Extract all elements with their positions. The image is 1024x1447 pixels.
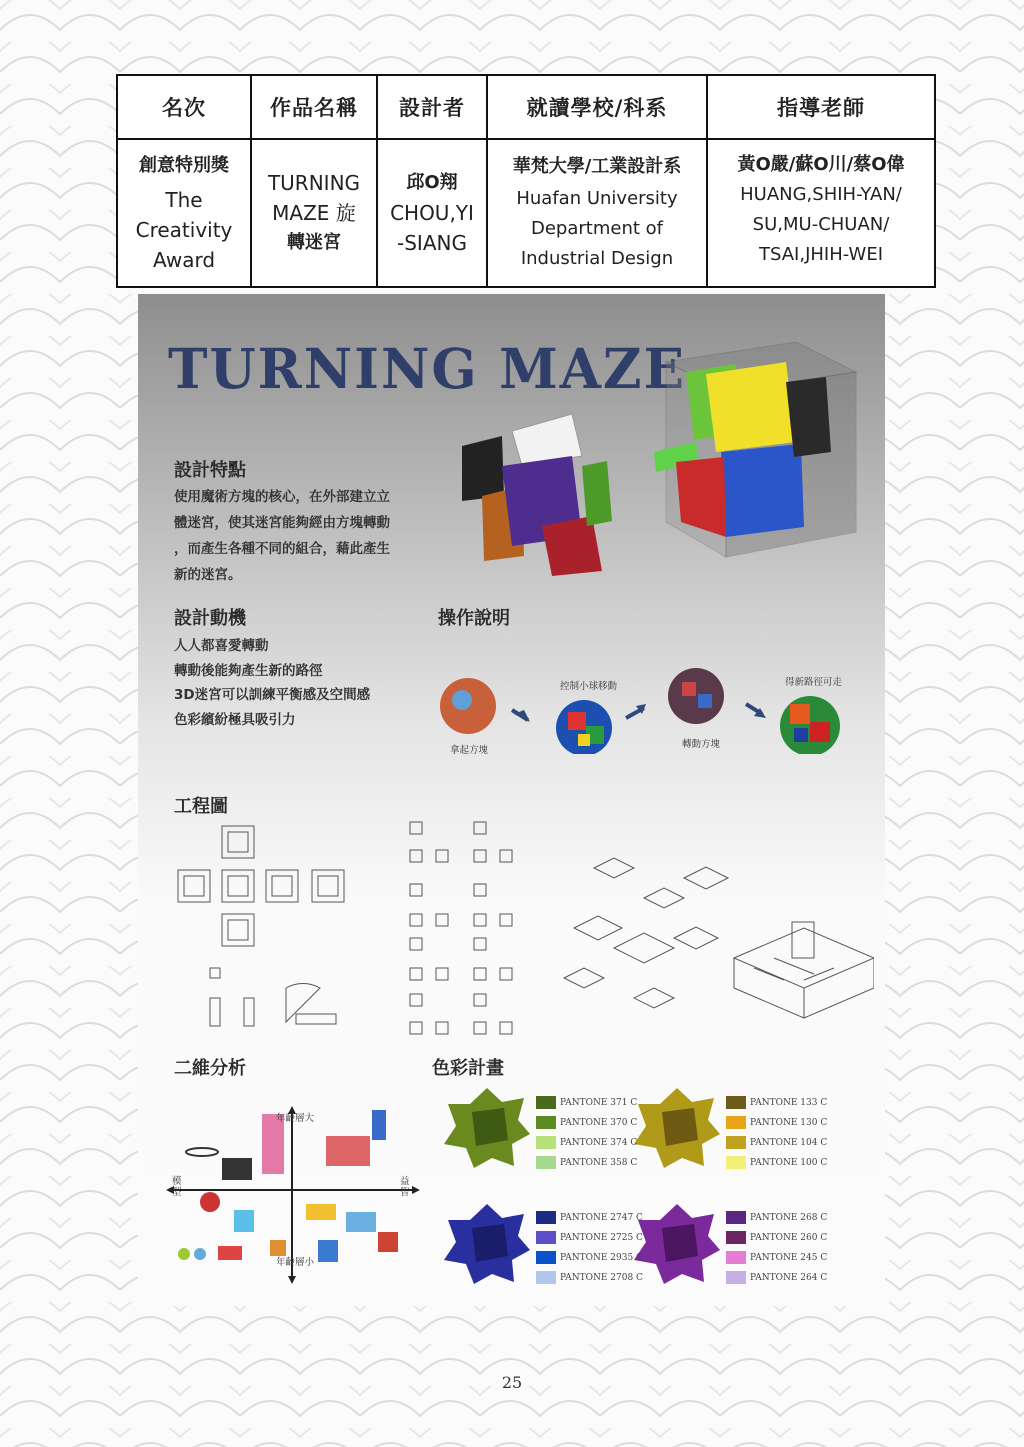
rank-en-2: Creativity <box>135 218 233 242</box>
pantone-code: PANTONE 374 C <box>560 1137 638 1148</box>
page-number: 25 <box>501 1373 523 1392</box>
swatch-color <box>726 1271 746 1284</box>
school-zh: 華梵大學/工業設計系 <box>512 156 682 177</box>
swatch-color <box>536 1211 556 1224</box>
cell-designer <box>377 139 487 287</box>
motivation-heading: 設計動機 <box>174 608 246 629</box>
analysis-heading: 二維分析 <box>174 1058 246 1079</box>
pantone-swatch <box>536 1095 637 1110</box>
pantone-code: PANTONE 268 C <box>750 1212 828 1223</box>
maze-cube-image <box>626 332 866 572</box>
pantone-swatch <box>726 1115 827 1130</box>
purple-cube-image <box>634 1204 720 1284</box>
axis-right-label: 益智 <box>400 1176 410 1198</box>
pantone-code: PANTONE 133 C <box>750 1097 828 1108</box>
swatch-color <box>536 1116 556 1129</box>
pantone-swatch <box>536 1210 643 1225</box>
motivation-line: 人人都喜愛轉動 <box>174 638 269 654</box>
features-line: 體迷宮，使其迷宮能夠經由方塊轉動 <box>174 515 390 531</box>
pantone-code: PANTONE 264 C <box>750 1272 828 1283</box>
pantone-swatch <box>536 1135 637 1150</box>
swatch-color <box>726 1096 746 1109</box>
motivation-line: 色彩繽紛極具吸引力 <box>174 711 296 728</box>
pantone-swatch <box>726 1250 827 1265</box>
features-line: 新的迷宮。 <box>174 567 242 583</box>
pantone-swatch <box>726 1230 827 1245</box>
pantone-code: PANTONE 2725 C <box>560 1232 643 1243</box>
pantone-code: PANTONE 2935 C <box>560 1252 643 1263</box>
yellow-cube-image <box>634 1088 720 1168</box>
table-row <box>117 139 935 287</box>
school-en-1: Huafan University <box>516 188 678 209</box>
work-line-2: MAZE 旋 <box>272 201 356 225</box>
blue-cube-image <box>444 1204 530 1284</box>
pantone-swatch <box>726 1135 827 1150</box>
swatch-color <box>536 1251 556 1264</box>
features-line: 使用魔術方塊的核心，在外部建立立 <box>174 489 390 505</box>
pantone-swatch <box>726 1155 827 1170</box>
pantone-code: PANTONE 245 C <box>750 1252 828 1263</box>
motivation-line: 3D迷宮可以訓練平衡感及空間感 <box>174 687 371 703</box>
pantone-swatch <box>726 1270 827 1285</box>
pantone-code: PANTONE 104 C <box>750 1137 828 1148</box>
color-plan-heading: 色彩計畫 <box>432 1058 504 1079</box>
pantone-swatch <box>536 1270 643 1285</box>
swatch-color <box>726 1211 746 1224</box>
designer-en-1: CHOU,YI <box>390 201 474 225</box>
swatch-color <box>536 1271 556 1284</box>
pantone-code: PANTONE 2747 C <box>560 1212 643 1223</box>
school-en-3: Industrial Design <box>520 248 674 269</box>
pantone-swatch <box>536 1155 637 1170</box>
rank-zh: 創意特別獎 <box>139 155 229 176</box>
swatch-color <box>726 1156 746 1169</box>
pantone-swatch <box>726 1210 827 1225</box>
cell-rank <box>117 139 251 287</box>
cell-work <box>251 139 377 287</box>
pantone-swatch <box>536 1115 637 1130</box>
rank-en-1: The <box>165 188 203 212</box>
header-work: 作品名稱 <box>251 75 377 139</box>
operation-heading: 操作說明 <box>438 608 510 629</box>
pantone-swatch <box>726 1095 827 1110</box>
green-cube-image <box>444 1088 530 1168</box>
exploded-cube-image <box>442 406 622 586</box>
features-text <box>174 484 390 588</box>
header-school: 就讀學校/科系 <box>487 75 707 139</box>
swatch-color <box>536 1156 556 1169</box>
header-advisor: 指導老師 <box>707 75 935 139</box>
swatch-color <box>536 1136 556 1149</box>
pantone-code: PANTONE 358 C <box>560 1157 638 1168</box>
axis-top-label: 年齡層大 <box>276 1113 315 1124</box>
table-header-row <box>117 75 935 139</box>
axis-bottom-label: 年齡層小 <box>276 1257 315 1268</box>
work-line-3: 轉迷宮 <box>287 232 341 253</box>
swatch-color <box>726 1116 746 1129</box>
pantone-code: PANTONE 260 C <box>750 1232 828 1243</box>
award-table <box>116 74 936 288</box>
pantone-code: PANTONE 2708 C <box>560 1272 643 1283</box>
step-2-label: 控制小球移動 <box>560 681 618 692</box>
engineering-heading: 工程圖 <box>174 796 228 817</box>
advisor-en-3: TSAI,JHIH-WEI <box>758 244 884 265</box>
pantone-code: PANTONE 100 C <box>750 1157 828 1168</box>
step-1-label: 拿起方塊 <box>450 745 489 756</box>
step-3-label: 轉動方塊 <box>682 739 721 750</box>
features-line: ，而產生各種不同的組合，藉此產生 <box>174 541 390 557</box>
swatch-color <box>536 1231 556 1244</box>
swatch-color <box>726 1231 746 1244</box>
swatch-color <box>726 1251 746 1264</box>
designer-zh: 邱O翔 <box>406 172 458 193</box>
cell-school <box>487 139 707 287</box>
pantone-code: PANTONE 370 C <box>560 1117 638 1128</box>
pantone-code: PANTONE 130 C <box>750 1117 828 1128</box>
motivation-text <box>174 634 370 732</box>
school-en-2: Department of <box>531 218 663 239</box>
advisor-zh: 黃O嚴/蘇O川/蔡O偉 <box>737 154 905 175</box>
poster <box>138 294 885 1306</box>
features-heading: 設計特點 <box>174 460 246 481</box>
designer-en-2: -SIANG <box>397 231 467 255</box>
swatch-color <box>726 1136 746 1149</box>
advisor-en-2: SU,MU-CHUAN/ <box>752 214 890 235</box>
work-line-1: TURNING <box>267 171 361 195</box>
rank-en-3: Award <box>152 248 216 272</box>
axis-left-label: 模型 <box>172 1176 182 1198</box>
motivation-line: 轉動後能夠產生新的路徑 <box>174 662 323 679</box>
pantone-code: PANTONE 371 C <box>560 1097 638 1108</box>
poster-title: TURNING MAZE <box>168 336 686 402</box>
engineering-drawings-image <box>174 818 874 1044</box>
cell-advisor <box>707 139 935 287</box>
step-4-label: 得新路徑可走 <box>785 677 843 688</box>
swatch-color <box>536 1096 556 1109</box>
header-designer: 設計者 <box>377 75 487 139</box>
header-rank: 名次 <box>117 75 251 139</box>
pantone-swatch <box>536 1230 643 1245</box>
advisor-en-1: HUANG,SHIH-YAN/ <box>740 184 902 205</box>
pantone-swatch <box>536 1250 643 1265</box>
